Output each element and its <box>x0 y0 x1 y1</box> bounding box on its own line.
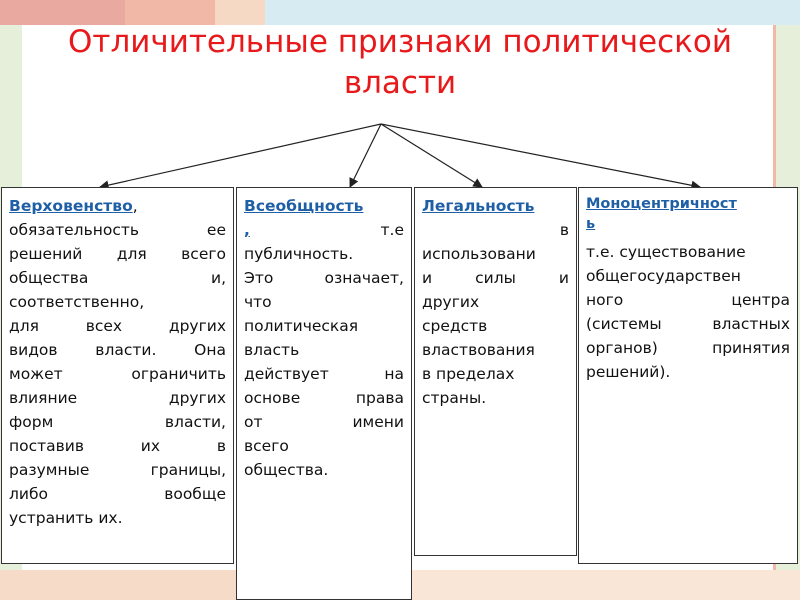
box-universality-heading: Всеобщность <box>244 197 364 215</box>
box-monocentricity-line: ного центра <box>586 291 790 309</box>
box-supremacy-line: поставив их в <box>9 437 226 455</box>
box-supremacy-line: устранить их. <box>9 509 123 527</box>
box-monocentricity-line: органов) принятия <box>586 339 790 357</box>
box-legality-line: других <box>422 293 480 311</box>
box-universality <box>236 187 412 600</box>
box-monocentricity-line: т.е. существование <box>586 243 746 261</box>
box-legality-line: в пределах <box>422 365 515 383</box>
box-legality-line: властвования <box>422 341 535 359</box>
box-legality-line: средств <box>422 317 488 335</box>
box-supremacy-line: общества и, <box>9 269 226 287</box>
box-legality-line: в <box>559 221 569 239</box>
box-universality-line: т.е <box>380 221 404 239</box>
box-supremacy-line: влияние других <box>9 389 226 407</box>
box-supremacy-line: обязательность ее <box>9 221 226 239</box>
box-supremacy-line: видов власти. Она <box>9 341 226 359</box>
box-universality-line: основе права <box>244 389 404 407</box>
arrow-to-box-1 <box>100 124 381 187</box>
box-monocentricity-line: решений). <box>586 363 671 381</box>
box-legality-line: использовани <box>422 245 536 263</box>
box-supremacy-line: может ограничить <box>9 365 226 383</box>
box-supremacy-heading: Верховенство <box>9 197 133 215</box>
box-universality-line: действует на <box>244 365 404 383</box>
box-legality <box>414 187 577 556</box>
box-supremacy-line: для всех других <box>9 317 226 335</box>
box-supremacy-line: соответственно, <box>9 293 145 311</box>
box-universality-line: всего <box>244 437 289 455</box>
box-monocentricity <box>578 187 798 564</box>
title-line-1: Отличительные признаки политической <box>67 24 732 60</box>
box-universality-line: от имени <box>244 413 404 431</box>
box-legality-heading: Легальность <box>422 197 535 215</box>
box-universality-line: общества. <box>244 461 329 479</box>
box-monocentricity-line: общегосударствен <box>586 267 741 285</box>
box-monocentricity-heading-cont: ь <box>586 216 596 232</box>
box-universality-line: власть <box>244 341 300 359</box>
box-legality-line: и силы и <box>422 269 569 287</box>
box-supremacy-line: форм власти, <box>9 413 226 431</box>
box-supremacy-line: решений для всего <box>9 245 226 263</box>
box-monocentricity-line: (системы властных <box>586 315 790 333</box>
box-monocentricity-heading: Моноцентричност <box>586 196 737 212</box>
box-universality-heading-suffix: , <box>244 221 250 239</box>
title-line-2: власти <box>343 65 457 101</box>
box-legality-line: страны. <box>422 389 487 407</box>
arrow-to-box-2 <box>350 124 381 187</box>
box-universality-line: политическая <box>244 317 359 335</box>
box-supremacy-line: разумные границы, <box>9 461 226 479</box>
box-supremacy-heading-suffix: , <box>132 197 138 215</box>
box-supremacy-line: либо вообще <box>9 485 226 503</box>
arrow-to-box-4 <box>381 124 700 187</box>
box-universality-line: Это означает, <box>244 269 404 287</box>
box-universality-line: что <box>244 293 272 311</box>
box-supremacy <box>1 187 234 564</box>
box-universality-line: публичность. <box>244 245 354 263</box>
